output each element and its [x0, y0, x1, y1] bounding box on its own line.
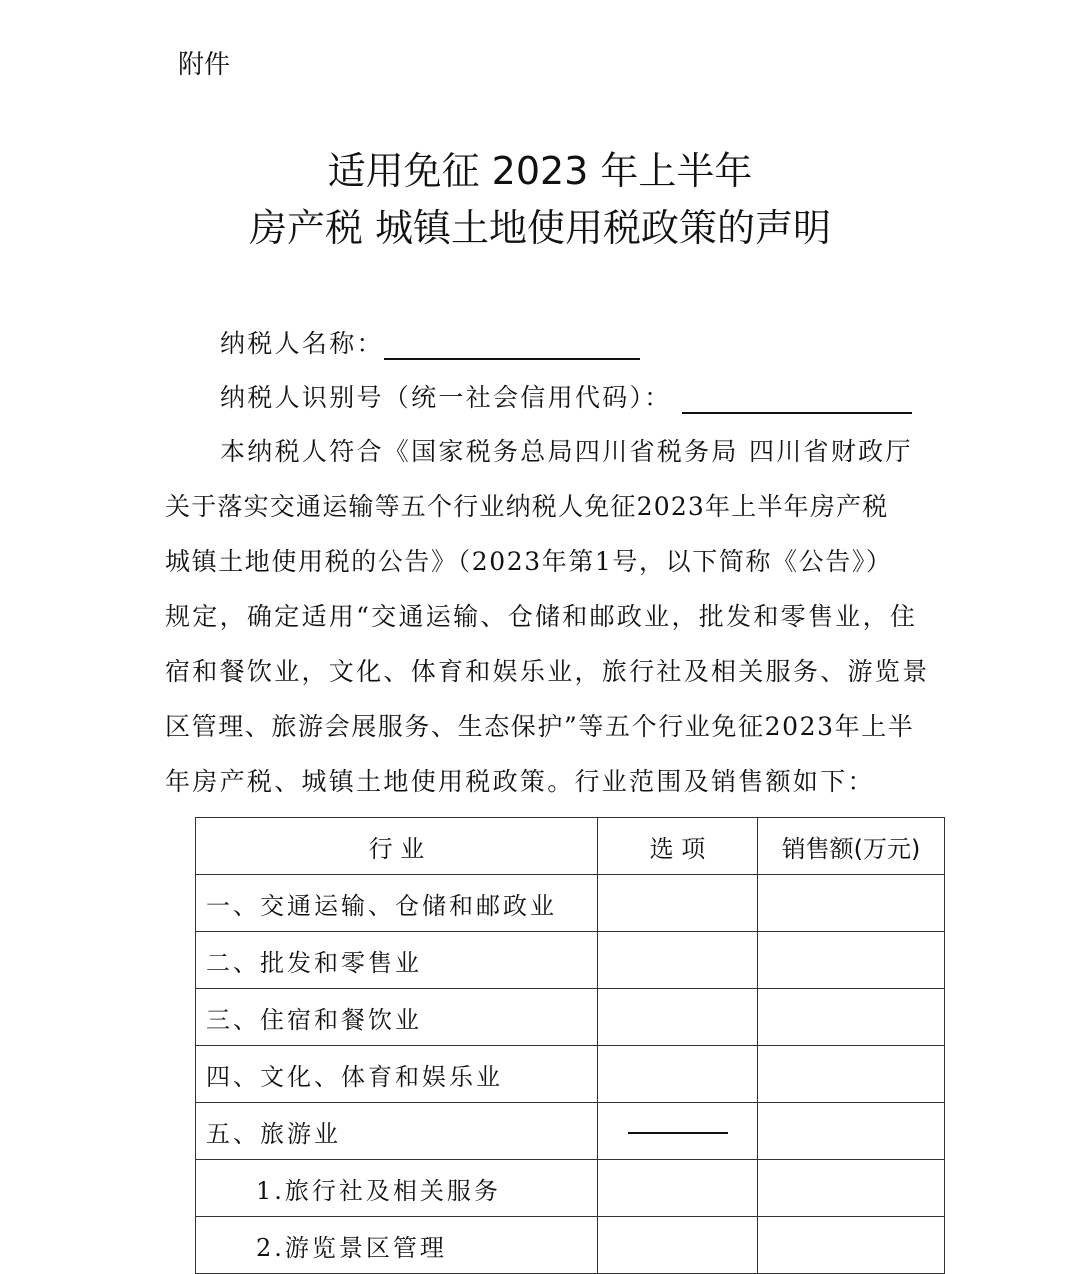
body-line: 年房产税、城镇土地使用税政策。行业范围及销售额如下： [165, 767, 875, 796]
taxpayer-id-field[interactable] [682, 386, 912, 414]
industry-cell: 二、批发和零售业 [196, 932, 598, 989]
body-line: 区管理、旅游会展服务、生态保护”等五个行业免征2023年上半 [165, 712, 915, 741]
body-line: 城镇土地使用税的公告》（2023年第1号，以下简称《公告》） [165, 547, 893, 576]
taxpayer-name-row [220, 324, 640, 360]
sales-cell[interactable] [758, 875, 945, 932]
document-title-line2: 房产税 城镇土地使用税政策的声明 [248, 206, 832, 250]
option-cell-na [598, 1103, 758, 1160]
header-option: 选 项 [598, 818, 758, 875]
not-applicable-dash [628, 1132, 728, 1134]
table-row [196, 1217, 945, 1274]
sales-cell[interactable] [758, 1103, 945, 1160]
table-row [196, 1103, 945, 1160]
taxpayer-id-row [220, 378, 912, 414]
table-row [196, 1046, 945, 1103]
industry-cell: 1.旅行社及相关服务 [196, 1160, 598, 1217]
body-line: 宿和餐饮业，文化、体育和娱乐业，旅行社及相关服务、游览景 [165, 657, 930, 686]
industry-cell: 三、住宿和餐饮业 [196, 989, 598, 1046]
table-row [196, 932, 945, 989]
header-sales: 销售额(万元) [758, 818, 945, 875]
body-line: 关于落实交通运输等五个行业纳税人免征2023年上半年房产税 [165, 492, 889, 521]
taxpayer-name-field[interactable] [384, 332, 640, 360]
option-cell[interactable] [598, 932, 758, 989]
sales-cell[interactable] [758, 1160, 945, 1217]
option-cell[interactable] [598, 1217, 758, 1274]
sales-cell[interactable] [758, 989, 945, 1046]
table-row [196, 1160, 945, 1217]
industry-cell: 四、文化、体育和娱乐业 [196, 1046, 598, 1103]
option-cell[interactable] [598, 875, 758, 932]
option-cell[interactable] [598, 1046, 758, 1103]
body-line: 规定，确定适用“交通运输、仓储和邮政业，批发和零售业，住 [165, 602, 918, 631]
table-row [196, 875, 945, 932]
table-header-row [196, 818, 945, 875]
taxpayer-id-label: 纳税人识别号（统一社会信用代码）： [220, 383, 672, 412]
industry-cell: 五、旅游业 [196, 1103, 598, 1160]
attachment-label: 附件 [178, 50, 231, 80]
sales-cell[interactable] [758, 932, 945, 989]
industry-sales-table [195, 817, 945, 1274]
option-cell[interactable] [598, 1160, 758, 1217]
body-line: 本纳税人符合《国家税务总局四川省税务局 四川省财政厅 [220, 437, 913, 466]
sales-cell[interactable] [758, 1046, 945, 1103]
option-cell[interactable] [598, 989, 758, 1046]
header-industry: 行 业 [196, 818, 598, 875]
table-row [196, 989, 945, 1046]
document-title-line1: 适用免征 2023 年上半年 [327, 149, 753, 193]
industry-cell: 2.游览景区管理 [196, 1217, 598, 1274]
industry-cell: 一、交通运输、仓储和邮政业 [196, 875, 598, 932]
sales-cell[interactable] [758, 1217, 945, 1274]
taxpayer-name-label: 纳税人名称： [220, 329, 384, 358]
